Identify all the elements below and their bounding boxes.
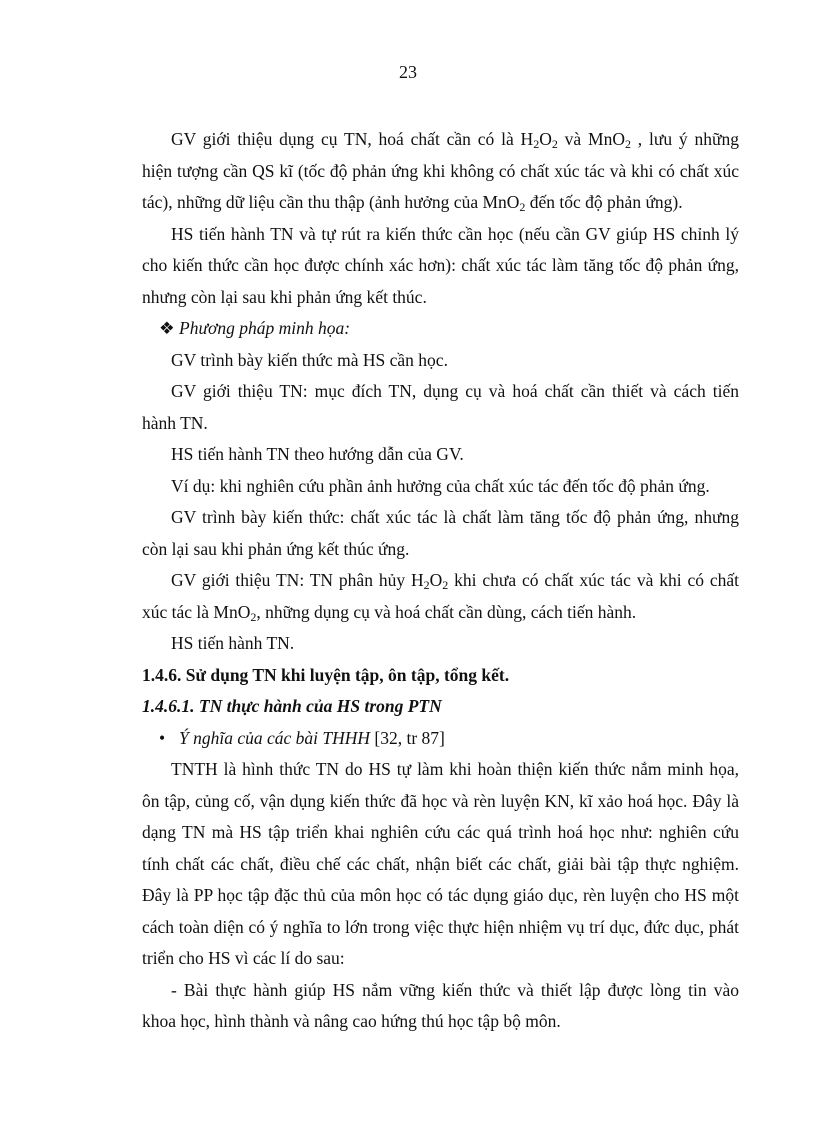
- text-run: , lưu ý những: [630, 129, 739, 149]
- subscript: 2: [624, 137, 631, 151]
- text-line: hiện tượng cần QS kĩ (tốc độ phản ứng khi không có chất xúc tác và khi có chất xúc: [142, 160, 739, 181]
- diamond-bullet-icon: ❖: [159, 318, 175, 338]
- text-line: Ví dụ: khi nghiên cứu phần ảnh hưởng của chất xúc tác đến tốc độ phản ứng.: [171, 475, 710, 496]
- text-run: tác), những dữ liệu cần thu thập (ảnh hưởng của MnO: [142, 192, 520, 212]
- paragraph-student-experiment: [142, 219, 739, 314]
- text-line: còn lại sau khi phản ứng kết thúc ứng.: [142, 538, 410, 559]
- text-run: xúc tác là MnO: [142, 601, 251, 622]
- paragraph-example: [142, 471, 739, 503]
- page-number: 23: [399, 62, 417, 82]
- text-line: cho kiến thức cần học được chính xác hơn): chất xúc tác làm tăng tốc độ phản ứng,: [142, 255, 739, 275]
- text-line: tính chất các chất, điều chế các chất, nhận biết các chất, giải bài tập thực nghiệm.: [142, 853, 739, 874]
- text-run: , những dụng cụ và hoá chất cần dùng, cách tiến hành.: [256, 601, 637, 622]
- bullet-item: [142, 723, 739, 755]
- text-line: hành TN.: [142, 412, 208, 433]
- subscript: 2: [250, 609, 257, 624]
- text-run: đến tốc độ phản ứng).: [525, 192, 683, 212]
- subscript: 2: [551, 137, 558, 151]
- text-line: GV trình bày kiến thức: chất xúc tác là chất làm tăng tốc độ phản ứng, nhưng: [171, 507, 739, 527]
- text-line: HS tiến hành TN theo hướng dẫn của GV.: [171, 444, 464, 464]
- paragraph-catalyst-definition: [142, 502, 739, 565]
- paragraph-student-follows: [142, 439, 739, 471]
- page-body: [142, 124, 739, 1038]
- bullet-icon: •: [159, 727, 166, 748]
- text-line: dạng TN mà HS tập triển khai nghiên cứu các quá trình hoá học như: nghiên cứu: [142, 822, 739, 842]
- text-line: nhưng còn lại sau khi phản ứng kết thúc.: [142, 286, 427, 307]
- paragraph-benefit-list-item: [142, 975, 739, 1038]
- text-line: Đây là PP học tập đặc thủ của môn học có tác dụng giáo dục, rèn luyện cho HS một: [142, 885, 739, 905]
- text-line: [142, 565, 739, 597]
- text-line: triển cho HS vì các lí do sau:: [142, 948, 345, 968]
- method-heading-text: Phương pháp minh họa:: [179, 318, 351, 338]
- text-line: cách toàn diện có ý nghĩa to lớn trong việc thực hiện nhiệm vụ trí dục, đức dục, phát: [142, 916, 739, 937]
- text-line: ôn tập, củng cố, vận dụng kiến thức đã học và rèn luyện KN, kĩ xảo hoá học. Đây là: [142, 790, 739, 811]
- text-line: - Bài thực hành giúp HS nắm vững kiến thức và thiết lập được lòng tin vào: [171, 979, 739, 1000]
- text-run: O: [539, 129, 552, 149]
- paragraph-equipment-intro: [142, 124, 739, 219]
- text-run: O: [429, 570, 443, 590]
- text-line: [142, 597, 739, 629]
- bullet-reference: [32, tr 87]: [370, 727, 445, 748]
- text-line: [142, 187, 739, 219]
- subscript: 2: [533, 137, 540, 151]
- text-line: HS tiến hành TN và tự rút ra kiến thức cần học (nếu cần GV giúp HS chỉnh lý: [171, 223, 739, 244]
- text-line: GV trình bày kiến thức mà HS cần học.: [171, 349, 448, 370]
- text-line: khoa học, hình thành và nâng cao hứng thú học tập bộ môn.: [142, 1011, 561, 1031]
- paragraph-teacher-intro-tn: [142, 376, 739, 439]
- text-run: khi chưa có chất xúc tác và khi có chất: [448, 570, 739, 590]
- text-run: GV giới thiệu TN: TN phân hủy H: [171, 570, 424, 590]
- section-heading: 1.4.6. Sử dụng TN khi luyện tập, ôn tập, tổng kết.: [142, 664, 510, 685]
- text-line: HS tiến hành TN.: [171, 633, 295, 653]
- subscript: 2: [519, 200, 526, 214]
- subsection-heading: 1.4.6.1. TN thực hành của HS trong PTN: [142, 696, 442, 716]
- paragraph-student-performs: [142, 628, 739, 660]
- text-line: [142, 124, 739, 156]
- method-heading: [142, 313, 739, 345]
- bullet-italic-text: Ý nghĩa của các bài THHH: [179, 727, 371, 748]
- text-run: GV giới thiệu dụng cụ TN, hoá chất cần có là H: [171, 129, 534, 149]
- paragraph-teacher-presents: [142, 345, 739, 377]
- subscript: 2: [423, 578, 430, 592]
- paragraph-decomposition-tn: [142, 565, 739, 628]
- text-run: và MnO: [557, 129, 625, 149]
- paragraph-practical-tn: [142, 754, 739, 975]
- subscript: 2: [442, 578, 449, 592]
- text-line: GV giới thiệu TN: mục đích TN, dụng cụ và hoá chất cần thiết và cách tiến: [171, 381, 739, 401]
- text-line: TNTH là hình thức TN do HS tự làm khi hoàn thiện kiến thức nắm minh họa,: [171, 759, 739, 779]
